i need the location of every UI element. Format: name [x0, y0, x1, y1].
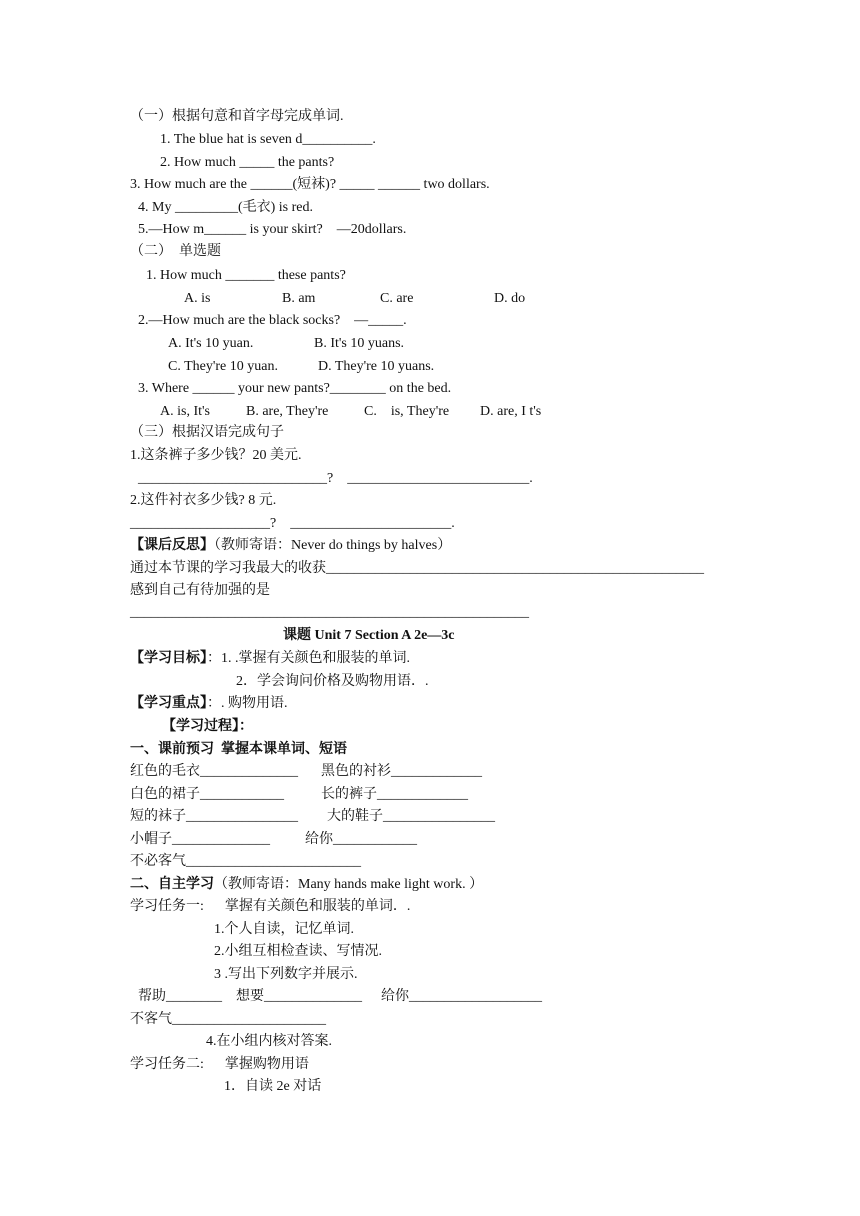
vocab-item: 不必客气_________________________	[130, 854, 361, 869]
q1-option-b: B. am	[282, 291, 316, 306]
vocab-item: 给你____________	[305, 832, 417, 847]
learning-goal	[130, 650, 410, 668]
sentence-1: 1.这条裤子多少钱？20 美元.	[130, 448, 302, 463]
q3-option-d: D. are, I t's	[480, 404, 542, 419]
q3-option-a: A. is, It's	[160, 404, 210, 419]
q1-option-c: C. are	[380, 291, 414, 306]
q2-option-a: A. It's 10 yuan.	[168, 336, 254, 351]
q2-option-d: D. They're 10 yuans.	[318, 359, 435, 374]
task-1: 学习任务一: 掌握有关颜色和服装的单词．.	[130, 899, 411, 914]
part1-item: 1. The blue hat is seven d__________.	[160, 132, 376, 147]
q3-option-b: B. are, They're	[246, 404, 329, 419]
part1-item: 5.—How m______ is your skirt? —20dollars.	[138, 222, 407, 237]
part1-item: 3. How much are the ______(短袜)? _____ ______ two dollars.	[130, 177, 490, 192]
section-2-motto: （教师寄语：Many hands make light work. ）	[214, 877, 484, 892]
part2-heading: （二） 单选题	[130, 244, 221, 259]
vocab-item: 大的鞋子________________	[327, 809, 495, 824]
reflection-gain: 通过本节课的学习我最大的收获______________________________________________________	[130, 561, 704, 576]
vocab-item: 白色的裙子____________	[130, 787, 284, 802]
part1-item: 4. My _________(毛衣) is red.	[138, 200, 313, 215]
goal-2: 2．学会询问价格及购物用语．.	[236, 674, 429, 689]
section-2-title: 二、自主学习	[130, 877, 214, 892]
reflection-blank: _________________________________________________________	[130, 605, 529, 620]
process-label: 【学习过程】：	[162, 719, 253, 734]
lesson-title: 课题 Unit 7 Section A 2e—3c	[283, 628, 455, 643]
reflection-motto: （教师寄语：Never do things by halves）	[214, 538, 452, 553]
sentence-2-blank: ____________________? _______________________.	[130, 516, 455, 531]
part1-heading: （一）根据句意和首字母完成单词.	[130, 109, 344, 124]
task-1-blank: 想要______________	[236, 989, 362, 1004]
q1-option-a: A. is	[184, 291, 211, 306]
learning-focus	[130, 695, 288, 713]
sentence-2: 2.这件衬衣多少钱? 8 元.	[130, 493, 277, 508]
question-3: 3. Where ______ your new pants?________ on the bed.	[138, 381, 452, 396]
q2-option-b: B. It's 10 yuans.	[314, 336, 405, 351]
vocab-item: 长的裤子_____________	[321, 787, 468, 802]
section-1-title: 一、课前预习 掌握本课单词、短语	[130, 742, 347, 757]
reflection-improve: 感到自己有待加强的是	[130, 583, 270, 598]
goal-1: ：1. .掌握有关颜色和服装的单词.	[207, 651, 410, 666]
vocab-item: 短的袜子________________	[130, 809, 298, 824]
question-2: 2.—How much are the black socks? —_____.	[138, 313, 407, 328]
task-2-step: 1．自读 2e 对话	[224, 1079, 322, 1094]
task-1-step: 1.个人自读，记忆单词.	[214, 922, 354, 937]
q2-option-c: C. They're 10 yuan.	[168, 359, 278, 374]
sentence-1-blank: ___________________________? __________________________.	[138, 471, 533, 486]
task-1-blank: 帮助________	[138, 989, 222, 1004]
vocab-item: 黑色的衬衫_____________	[321, 764, 482, 779]
section-2-line	[130, 876, 483, 894]
reflection-label: 【课后反思】	[130, 538, 214, 553]
reflection-line	[130, 537, 451, 555]
part1-item: 2. How much _____ the pants?	[160, 155, 335, 170]
focus-text: ：. 购物用语.	[207, 696, 288, 711]
task-2: 学习任务二: 掌握购物用语	[130, 1057, 309, 1072]
task-1-step: 2.小组互相检查读、写情况.	[214, 944, 382, 959]
q3-option-c: C. is, They're	[364, 404, 450, 419]
part3-heading: （三）根据汉语完成句子	[130, 425, 284, 440]
vocab-item: 红色的毛衣______________	[130, 764, 298, 779]
task-1-step: 4.在小组内核对答案.	[206, 1034, 332, 1049]
task-1-step: 3 .写出下列数字并展示.	[214, 967, 358, 982]
task-1-blank: 不客气______________________	[130, 1012, 326, 1027]
vocab-item: 小帽子______________	[130, 832, 270, 847]
goal-label: 【学习目标】	[130, 651, 207, 666]
q1-option-d: D. do	[494, 291, 526, 306]
question-1: 1. How much _______ these pants?	[146, 268, 346, 283]
task-1-blank: 给你___________________	[381, 989, 542, 1004]
focus-label: 【学习重点】	[130, 696, 207, 711]
